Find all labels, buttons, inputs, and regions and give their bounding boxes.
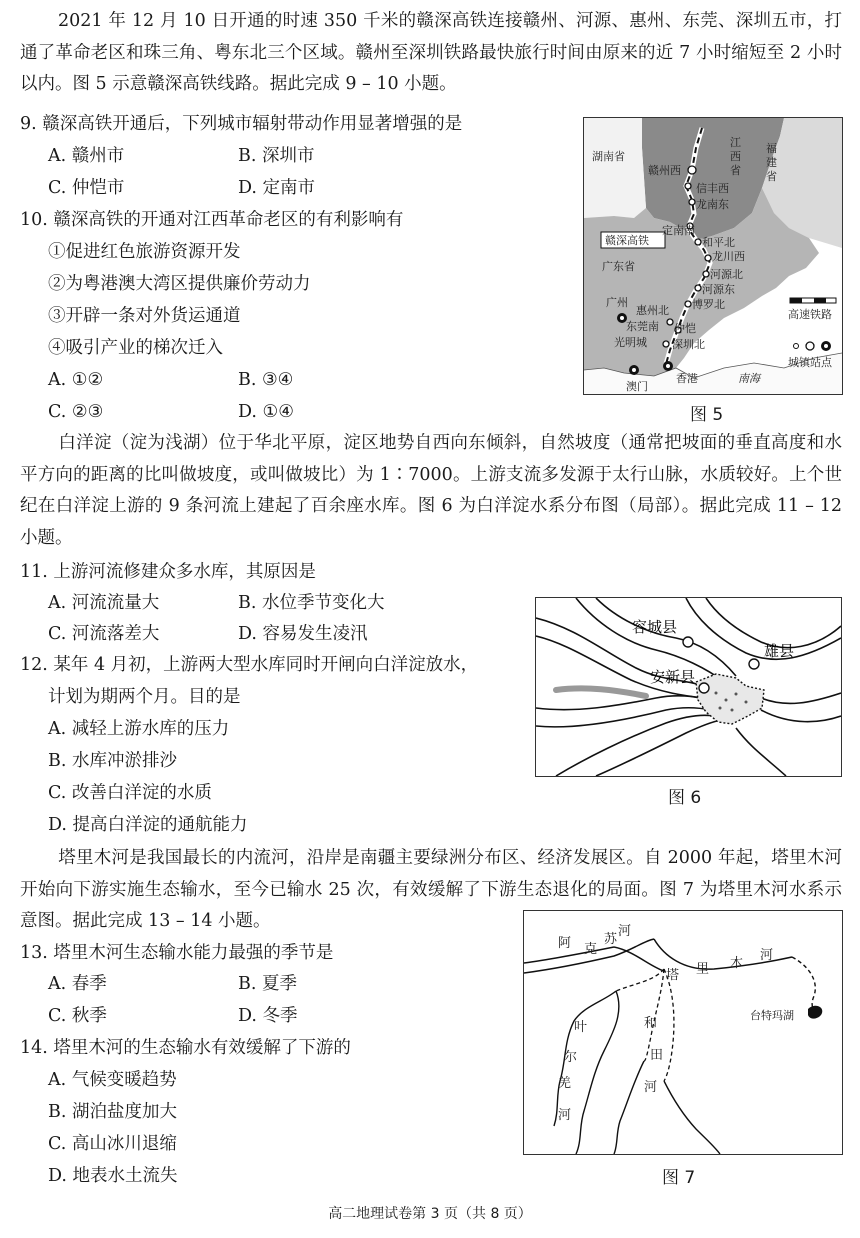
passage-baiyangdian: [20, 428, 842, 554]
figure-5-map: [583, 117, 843, 395]
station-boluobei: 博罗北: [692, 298, 725, 311]
passage-text: 塔里木河是我国最长的内流河，沿岸是南疆主要绿洲分布区、经济发展区。自 2000 年起，塔里木河开始向下游实施生态输水，至今已输水 25 次，有效缓解了下游生态退化的局面。图 7 为塔里木河水系示意图。据此完成 13 – 14 小题。: [20, 848, 842, 931]
label-yarkand-4: 河: [558, 1108, 572, 1123]
label-aksu-4: 河: [618, 924, 632, 939]
question-13-stem: 13. 塔里木河生态输水能力最强的季节是: [20, 943, 334, 963]
station-zhongkai: 仲恺: [674, 322, 696, 335]
figure-6-map: [535, 597, 842, 777]
station-heyuanbei: 河源北: [710, 268, 743, 281]
q10-option-b[interactable]: B. ③④: [238, 370, 294, 390]
label-anxin: 安新县: [650, 668, 696, 686]
q9-option-d[interactable]: D. 定南市: [238, 178, 316, 198]
passage-text: 2021 年 12 月 10 日开通的时速 350 千米的赣深高铁连接赣州、河源、惠州、东莞、深圳五市，打通了革命老区和珠三角、粤东北三个区域。赣州至深圳铁路最快旅行时间由原来的近 7 小时缩短至 2 小时以内。图 5 示意赣深高铁线路。据此完成 9 – 10 小题。: [20, 11, 842, 94]
q13-option-c[interactable]: C. 秋季: [48, 1006, 107, 1026]
station-huizhoubei: 惠州北: [636, 304, 669, 317]
q14-option-d[interactable]: D. 地表水土流失: [48, 1166, 178, 1186]
station-dongguannan: 东莞南: [626, 320, 659, 333]
label-jiangxi-2: 西: [730, 150, 741, 163]
q12-option-a[interactable]: A. 减轻上游水库的压力: [48, 719, 230, 739]
label-south-sea: 南海: [738, 372, 760, 385]
label-hunan: 湖南省: [592, 150, 625, 163]
q10-item-1: ①促进红色旅游资源开发: [48, 242, 241, 262]
label-tarim-1: 塔: [666, 968, 680, 983]
label-taitema-lake: 台特玛湖: [750, 1009, 794, 1022]
q10-option-a[interactable]: A. ①②: [48, 370, 104, 390]
station-heyuandong: 河源东: [702, 283, 735, 296]
q10-item-3: ③开辟一条对外货运通道: [48, 306, 241, 326]
question-9-stem: 9. 赣深高铁开通后，下列城市辐射带动作用显著增强的是: [20, 114, 463, 134]
label-aksu-3: 苏: [604, 932, 618, 947]
station-guangmingcheng: 光明城: [614, 336, 647, 349]
q9-option-b[interactable]: B. 深圳市: [238, 146, 315, 166]
q13-option-d[interactable]: D. 冬季: [238, 1006, 298, 1026]
q10-item-2: ②为粤港澳大湾区提供廉价劳动力: [48, 274, 311, 294]
q11-option-a[interactable]: A. 河流流量大: [48, 593, 160, 613]
q11-option-c[interactable]: C. 河流落差大: [48, 624, 160, 644]
label-xiongxian: 雄县: [764, 642, 795, 660]
city-hongkong: 香港: [676, 372, 698, 385]
q12-option-b[interactable]: B. 水库冲淤排沙: [48, 751, 177, 771]
station-ganzhouxi: 赣州西: [648, 164, 681, 177]
label-fujian-2: 建: [766, 156, 777, 169]
label-yarkand-3: 羌: [558, 1076, 572, 1091]
q10-option-c[interactable]: C. ②③: [48, 402, 104, 422]
q12-option-d[interactable]: D. 提高白洋淀的通航能力: [48, 815, 248, 835]
q14-option-a[interactable]: A. 气候变暖趋势: [48, 1070, 177, 1090]
figure-6-caption: 图 6: [668, 788, 702, 808]
q13-option-b[interactable]: B. 夏季: [238, 974, 297, 994]
label-yarkand-1: 叶: [574, 1020, 588, 1035]
q9-option-a[interactable]: A. 赣州市: [48, 146, 125, 166]
label-aksu-1: 阿: [558, 936, 572, 951]
label-hetian-3: 河: [644, 1080, 658, 1095]
figure-7-map: [523, 910, 843, 1155]
q9-option-c[interactable]: C. 仲恺市: [48, 178, 125, 198]
q14-option-c[interactable]: C. 高山冰川退缩: [48, 1134, 177, 1154]
passage-gan-shen-railway: [20, 6, 842, 101]
q11-option-d[interactable]: D. 容易发生凌汛: [238, 624, 368, 644]
label-jiangxi-1: 江: [730, 136, 741, 149]
label-guangdong: 广东省: [602, 260, 635, 273]
station-longnandong: 龙南东: [696, 198, 729, 211]
q10-option-d[interactable]: D. ①④: [238, 402, 294, 422]
label-tarim-2: 里: [696, 962, 710, 977]
passage-text: 白洋淀（淀为浅湖）位于华北平原，淀区地势自西向东倾斜，自然坡度（通常把坡面的垂直高度和水平方向的距离的比叫做坡度，或叫做坡比）为 1∶7000。上游支流多发源于太行山脉，水质较好。上个世纪在白洋淀上游的 9 条河流上建起了百余座水库。图 6 为白洋淀水系分布图（局部）。据此完成 11 – 12 小题。: [20, 433, 842, 548]
question-10-stem: 10. 赣深高铁的开通对江西革命老区的有利影响有: [20, 210, 404, 230]
figure-7-caption: 图 7: [662, 1168, 696, 1188]
q10-item-4: ④吸引产业的梯次迁入: [48, 338, 223, 358]
label-tarim-4: 河: [760, 948, 774, 963]
label-rongcheng: 容城县: [632, 618, 678, 636]
question-12-stem-1: 12. 某年 4 月初，上游两大型水库同时开闸向白洋淀放水，: [20, 655, 479, 675]
station-longchuanxi: 龙川西: [712, 250, 745, 263]
legend-station: 城镇站点: [788, 356, 832, 369]
label-tarim-3: 木: [730, 956, 744, 971]
question-11-stem: 11. 上游河流修建众多水库，其原因是: [20, 562, 316, 582]
label-jiangxi-3: 省: [730, 164, 741, 177]
q14-option-b[interactable]: B. 湖泊盐度加大: [48, 1102, 177, 1122]
question-14-stem: 14. 塔里木河的生态输水有效缓解了下游的: [20, 1038, 351, 1058]
page-footer: 高二地理试卷第 3 页（共 8 页）: [328, 1206, 532, 1222]
label-fujian-1: 福: [766, 142, 777, 155]
q12-option-c[interactable]: C. 改善白洋淀的水质: [48, 783, 212, 803]
city-guangzhou: 广州: [606, 296, 628, 309]
label-aksu-2: 克: [584, 942, 598, 957]
label-fujian-3: 省: [766, 170, 777, 183]
question-12-stem-2: 计划为期两个月。目的是: [48, 687, 241, 707]
station-dingnannan: 定南南: [662, 224, 695, 237]
station-xinfengxi: 信丰西: [696, 182, 729, 195]
label-yarkand-2: 尔: [564, 1050, 578, 1065]
label-hetian-1: 和: [644, 1016, 658, 1031]
q13-option-a[interactable]: A. 春季: [48, 974, 107, 994]
city-macau: 澳门: [626, 380, 648, 393]
legend-high-speed-rail: 高速铁路: [788, 308, 832, 321]
label-rail-line: 赣深高铁: [605, 234, 649, 247]
label-hetian-2: 田: [650, 1048, 664, 1063]
q11-option-b[interactable]: B. 水位季节变化大: [238, 593, 385, 613]
station-shenzhenbei: 深圳北: [672, 338, 705, 351]
station-hepingbei: 和平北: [702, 236, 735, 249]
figure-5-caption: 图 5: [690, 405, 724, 425]
